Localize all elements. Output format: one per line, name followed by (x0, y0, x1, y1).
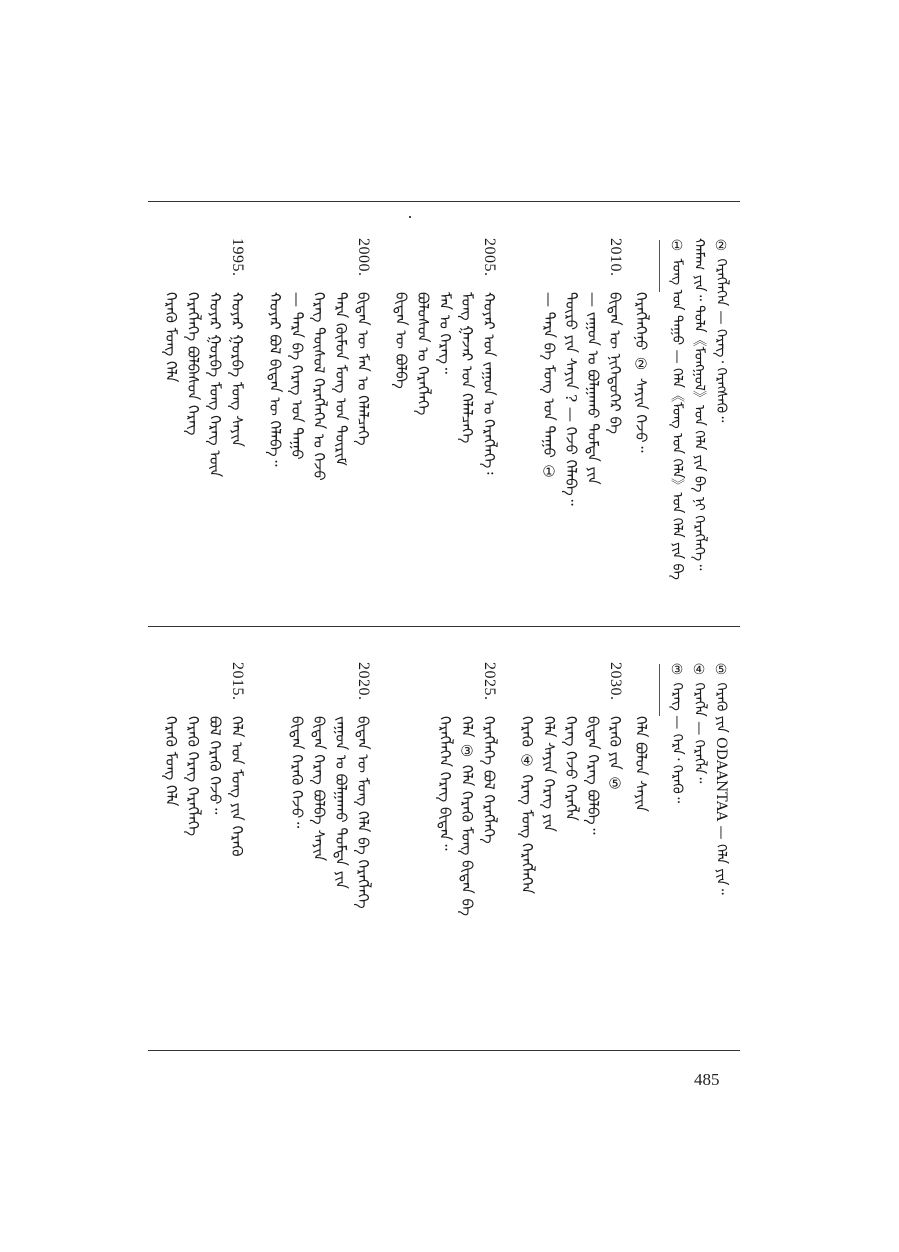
lower-entry-line: ᠬᠡᠯᠡ ᠰᠠᠶᠢᠨ ᠬᠡᠷᠡᠭ ᠶᠢᠨ (540, 716, 558, 832)
lower-entry-line: ᠬᠡᠯᠡ ᠤᠨ ᠮᠣᠩ ᠶᠢᠨ ᠬᠡᠷᠡᠭᠦ (228, 716, 246, 857)
lower-footnote-3 (668, 662, 686, 803)
footnote-marker: ① (669, 238, 685, 254)
upper-entry-line: ᠬᠡᠷᠡᠭ ᠲᠦᠰᠦᠯ ᠬᠡᠷᠡᠭᠯᠡᠭᠡᠨ ᠤ ᠭᠡᠵᠦ (310, 292, 328, 481)
upper-entry-line: ᠬᠣᠶᠠᠷ ᠪᠣᠯ ᠪᠢᠳᠡᠨ ᠦ ᠬᠡᠯᠡᠪᠡ᠃ (266, 292, 284, 467)
upper-entry-line: — ᠵᠠᠭᠤᠨ ᠤ ᠪᠣᠯᠭᠠᠬᠤ ᠳᠤᠮᠳᠠ ᠶᠢᠨ (584, 292, 602, 485)
lower-entry-line: ᠪᠢᠳᠡᠨ ᠦ ᠮᠣᠩ ᠬᠡᠯᠡ ᠪᠡ ᠬᠡᠷᠡᠭᠯᠡᠭᠡ (354, 716, 372, 909)
lower-entry-line: ᠬᠡᠷᠡᠭ ᠭᠡᠵᠦ ᠬᠡᠷᠡᠭᠯᠡ (562, 716, 580, 821)
lower-footnote-5 (712, 662, 730, 895)
footnote-marker: ③ (669, 662, 685, 678)
lower-entry-line: ᠪᠣᠯ ᠬᠡᠷᠡᠭᠦ ᠭᠡᠵᠦ᠃ (206, 716, 224, 815)
lower-entry-0-line-0: ᠬᠡᠯᠡ ᠪᠣᠯᠤᠨ ᠰᠠᠶᠢᠨ (632, 716, 650, 812)
page-number: 485 (694, 1070, 720, 1089)
footnote-marker: ② (713, 238, 729, 254)
lower-entry-line: ᠵᠠᠭᠤᠨ ᠤ ᠪᠣᠯᠭᠠᠬᠤ ᠳᠤᠮᠳᠠ ᠶᠢᠨ (332, 716, 350, 889)
lower-entry-line: ᠬᠡᠯᠡ ③ ᠬᠡᠯᠡ ᠬᠡᠷᠡᠭᠦ ᠮᠣᠩ ᠪᠢᠳᠡᠨ ᠪᠡ (458, 716, 476, 917)
upper-footnote-1 (712, 238, 730, 422)
lower-entry-line: ᠬᠡᠷᠡᠭᠯᠡᠭᠡᠨ ᠬᠡᠷᠡᠭ ᠪᠢᠳᠡᠨ᠃ (436, 716, 454, 851)
lower-entry-year: 2020. (355, 662, 372, 701)
upper-footnote-3 (668, 238, 686, 580)
lower-entry-line: ᠪᠢᠳᠡᠨ ᠬᠡᠷᠡᠭ ᠪᠣᠯᠪᠠ᠃ (584, 716, 602, 835)
upper-entry-line: — ᠲᠡᠷᠡ ᠪᠡ ᠬᠡᠷᠡᠭ ᠤᠨ ᠳᠠᠭᠤ (288, 292, 306, 460)
upper-entry-line: ᠬᠣᠶᠠᠷ ᠭᠤᠷᠪᠠ ᠮᠣᠩ ᠬᠡᠷᠡᠭ ᠦᠨ (206, 292, 224, 478)
lower-entry-line: ᠬᠡᠷᠡᠭᠯᠡᠭᠡ ᠪᠣᠯ ᠬᠡᠷᠡᠭᠯᠡᠭᠡ (480, 716, 498, 844)
footnote-marker: ④ (691, 662, 707, 678)
ink-dot (409, 216, 411, 218)
upper-entry-line: ᠲᠦᠷᠦ ᠶᠢᠨ ᠰᠠᠶᠢᠨ ? — ᠭᠡᠵᠦ ᠬᠡᠯᠡᠪᠡ᠃ (562, 292, 580, 506)
middle-rule (148, 626, 740, 627)
upper-entry-line: ᠲᠡᠷᠡ ᠬᠦᠮᠦᠨ ᠮᠣᠩ ᠤᠨ ᠳᠦᠷᠢᠮ (332, 292, 350, 466)
lower-footnote-rule (659, 664, 660, 716)
lower-entry-line: ᠪᠢᠳᠡᠨ ᠬᠡᠷᠡᠭ ᠪᠣᠯᠪᠠ ᠰᠠᠶᠢᠨ (310, 716, 328, 862)
footnote-text: ᠬᠠᠮᠠᠭ ᠶᠢᠨ᠃ ᠲᠤᠯᠠ《ᠮᠣᠩᠭᠣᠯ》ᠤᠨ ᠬᠡᠯᠡ ᠶᠢᠨ ᠪᠠ ᠨᠢ ᠬᠡᠷᠡᠭᠯᠡᠭᠡ᠃ (691, 238, 707, 571)
footnote-text: ᠮᠣᠩ ᠤᠨ ᠳᠠᠭᠤ — ᠬᠡᠯᠡ《ᠮᠣᠩ ᠤᠨ ᠬᠡᠯᠡ》ᠤᠨ ᠬᠡᠯᠡ ᠶᠢᠨ ᠪᠠ (669, 258, 685, 580)
upper-entry-line: ᠪᠢᠳᠡᠨ ᠦ ᠪᠣᠯᠪᠠ (392, 292, 410, 389)
lower-entry-line: ᠬᠡᠷᠡᠭᠦ ᠬᠡᠷᠡᠭ ᠬᠡᠷᠡᠭᠯᠡᠭᠡ (184, 716, 202, 837)
lower-entry-line: ᠬᠡᠷᠡᠭᠦ ᠶᠢᠨ ⑤ (606, 716, 624, 793)
footnote-text: ᠬᠡᠷᠡᠭᠦ ᠶᠢᠨ ODAANTAA — ᠬᠡᠯᠡ ᠶᠢᠨ᠃ (713, 682, 729, 895)
lower-entry-line: ᠬᠡᠷᠡᠭᠦ ④ ᠬᠡᠷᠡᠭ ᠮᠣᠩ ᠬᠡᠷᠡᠭᠯᠡᠭᠡᠨ (518, 716, 536, 895)
upper-entry-line: — ᠲᠡᠷᠡ ᠪᠡ ᠮᠣᠩ ᠤᠨ ᠳᠠᠭᠤ ① (540, 292, 558, 481)
upper-footnote-rule (659, 240, 660, 292)
lower-entry-year: 2030. (607, 662, 624, 701)
upper-entry-line: ᠬᠣᠶᠠᠷ ᠭᠤᠷᠪᠠ ᠮᠣᠩ ᠰᠠᠶᠢᠨ (228, 292, 246, 447)
upper-entry-year: 1995. (229, 238, 246, 277)
upper-entry-line: ᠬᠣᠶᠠᠷ ᠤᠨ ᠵᠠᠭᠤᠨ ᠤ ᠬᠡᠷᠡᠭᠯᠡᠭᠡ᠄ (480, 292, 498, 475)
footnote-text: ᠬᠡᠷᠡᠭᠯᠡᠭᠡᠨ — ᠬᠡᠷᠡᠭ᠂ ᠬᠡᠷᠡᠭᠰᠡᠬᠦ᠃ (713, 258, 729, 423)
lower-entry-year: 2015. (229, 662, 246, 701)
upper-entry-year: 2005. (481, 238, 498, 277)
upper-entry-line: ᠬᠡᠷᠡᠭᠦ ᠮᠣᠩ ᠬᠡᠯᠡ (162, 292, 180, 383)
upper-entry-line: ᠪᠣᠯᠣᠰᠤᠨ ᠤ ᠬᠡᠷᠡᠭᠯᠡᠭᠡ (414, 292, 432, 416)
upper-entry-0-line-0: ᠬᠡᠷᠡᠭᠯᠡᠭᠡᠨᠦ ② ᠰᠠᠶᠢᠨ ᠭᠡᠵᠦ᠃ (632, 292, 650, 453)
upper-entry-line: ᠪᠢᠳᠡᠨ ᠦ ᠨᠢᠭᠡᠳᠦᠭᠡᠷ ᠪᠡ (606, 292, 624, 435)
upper-entry-year: 2010. (607, 238, 624, 277)
lower-footnote-4 (690, 662, 708, 783)
bottom-rule (148, 1050, 740, 1051)
footnote-marker: ⑤ (713, 662, 729, 678)
footnote-text: ᠬᠡᠷᠡᠭᠯᠡ — ᠬᠡᠷᠡᠭᠯᠡ᠃ (691, 682, 707, 784)
upper-entry-line: ᠪᠢᠳᠡᠨ ᠦ ᠮᠠᠨ ᠤ ᠬᠡᠯᠡᠯᠴᠡᠭᠡ (354, 292, 372, 446)
footnote-text: ᠬᠡᠷᠡᠭ — ᠬᠡᠷᠡ᠂ ᠬᠡᠷᠡᠭᠦ᠃ (669, 682, 685, 803)
lower-entry-year: 2025. (481, 662, 498, 701)
lower-entry-line: ᠬᠡᠷᠡᠭᠦ ᠮᠣᠩ ᠬᠡᠯᠡ (162, 716, 180, 807)
upper-footnote-2 (690, 238, 708, 570)
lower-entry-line: ᠪᠢᠳᠡᠨ ᠬᠡᠷᠡᠭᠦ ᠭᠡᠵᠦ᠃ (288, 716, 306, 829)
upper-entry-year: 2000. (355, 238, 372, 277)
upper-entry-line: ᠮᠣᠩ ᠭᠠᠵᠠᠷ ᠤᠨ ᠬᠡᠯᠡᠯᠴᠡᠭᠡ (458, 292, 476, 444)
top-rule (148, 201, 740, 202)
upper-entry-line: ᠮᠠᠨ ᠤ ᠬᠡᠷᠡᠭ᠃ (436, 292, 454, 374)
upper-entry-line: ᠬᠡᠷᠡᠭᠯᠡᠭᠡ ᠪᠣᠯᠪᠠᠰᠤᠨ ᠬᠡᠷᠡᠭ (184, 292, 202, 436)
